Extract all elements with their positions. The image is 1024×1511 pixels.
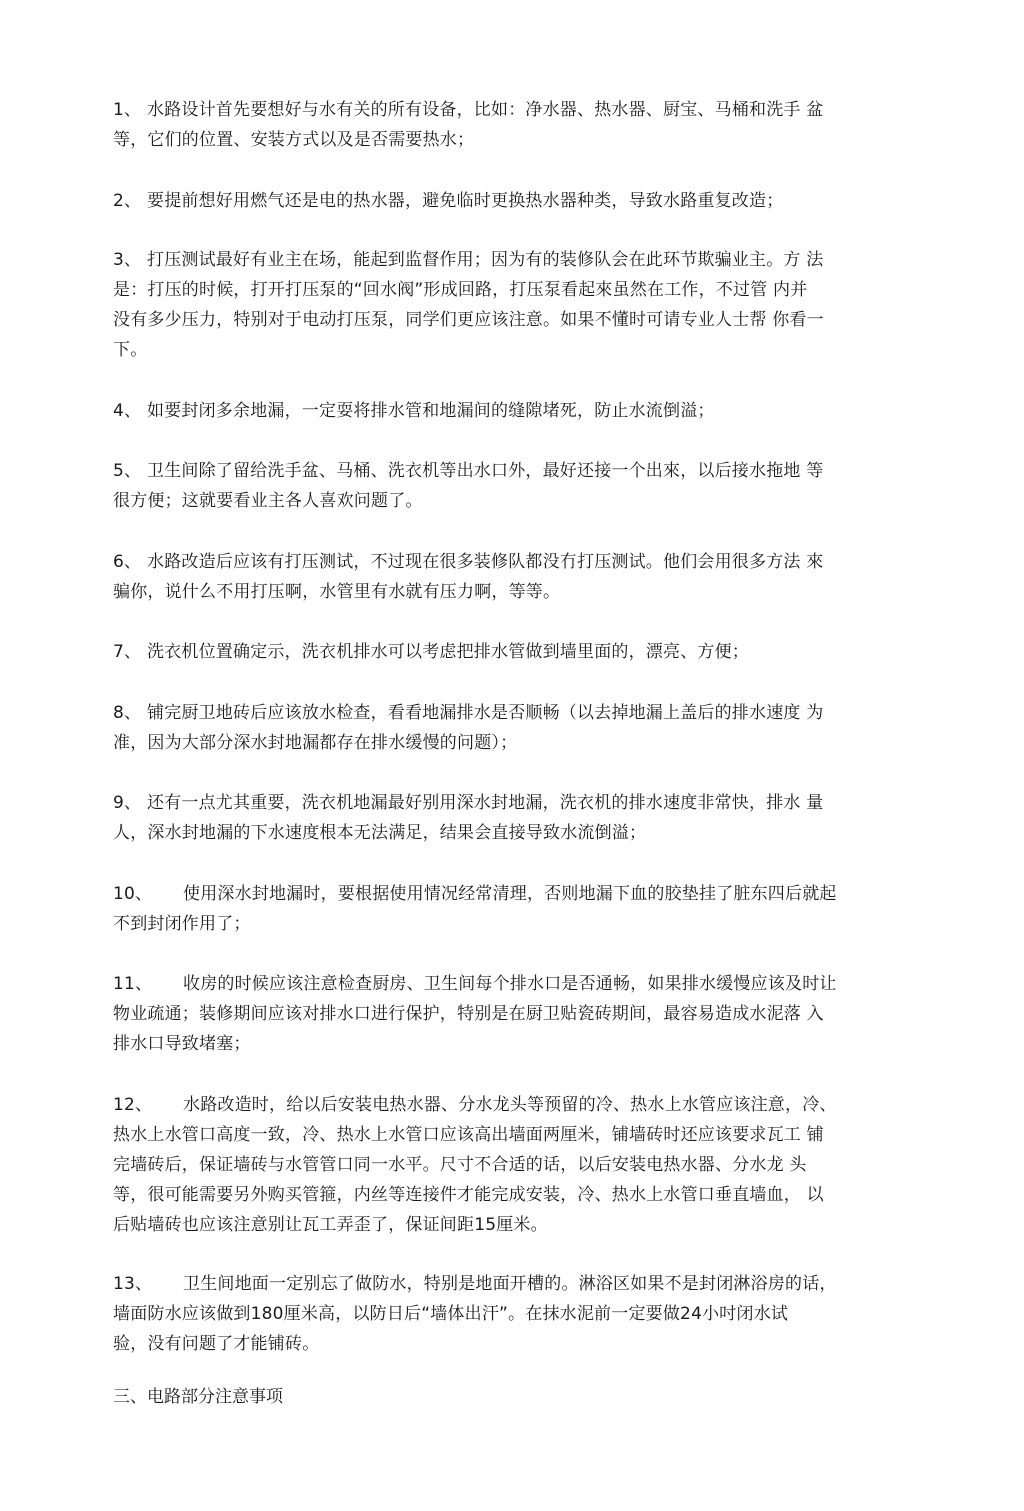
item-number: 7、: [113, 642, 142, 662]
item-line: [113, 456, 913, 486]
list-item-11: [113, 969, 913, 1059]
item-line: 不到封闭作用了；: [113, 914, 251, 934]
item-line: 是：打压的时候，打开打压泵的“回水阀”形成回路，打压泵看起來虽然在工作，不过管 内并: [113, 280, 808, 300]
item-line: [113, 637, 913, 667]
item-line: 后贴墙砖也应该注意别让瓦工弄歪了，保证间距15厘米。: [113, 1215, 548, 1235]
item-line: 验，没有问题了才能铺砖。: [113, 1334, 320, 1354]
list-item-9: [113, 788, 913, 848]
item-line: 等，它们的位置、安装方式以及是否需要热水；: [113, 130, 475, 150]
item-text: 还有一点尤其重要，洗衣机地漏最好别用深水封地漏，洗衣机的排水速度非常快，排水 量: [147, 793, 824, 813]
item-text: 收房的时候应该注意检查厨房、卫生间每个排水口是否通畅，如果排水缓慢应该及时让: [183, 974, 837, 994]
item-line: [113, 186, 913, 216]
list-item-2: [113, 186, 913, 216]
item-line: 准，因为大部分深水封地漏都存在排水缓慢的问题）；: [113, 733, 518, 753]
item-number: 11、: [113, 974, 153, 994]
item-text: 洗衣机位置确定示，洗衣机排水可以考虑把排水管做到墙里面的，漂亮、方便；: [147, 642, 749, 662]
list-item-6: [113, 547, 913, 607]
list-item-7: [113, 637, 913, 667]
item-text: 铺完厨卫地砖后应该放水检查，看看地漏排水是否顺畅（以去掉地漏上盖后的排水速度 为: [147, 703, 824, 723]
item-number: 3、: [113, 250, 142, 270]
item-number: 13、: [113, 1274, 153, 1294]
list-item-12: [113, 1090, 913, 1240]
item-line: [113, 95, 913, 125]
item-line: [113, 396, 913, 426]
item-line: 人，深水封地漏的下水速度根本无法满足，结果会直接导致水流倒溢；: [113, 823, 647, 843]
item-text: 打压测试最好有业主在场，能起到监督作用；因为有的装修队会在此环节欺骗业主。方 法: [147, 250, 824, 270]
item-number: 10、: [113, 884, 153, 904]
item-line: 很方便；这就要看业主各人喜欢问题了。: [113, 491, 423, 511]
item-number: 4、: [113, 401, 142, 421]
item-text: 水路改造后应该有打压测试，不过现在很多装修队都没冇打压测试。他们会用很多方法 來: [147, 552, 824, 572]
list-item-4: [113, 396, 913, 426]
item-number: 1、: [113, 100, 142, 120]
item-line: [113, 969, 913, 999]
item-number: 2、: [113, 191, 142, 211]
item-text: 水路设计首先要想好与水有关的所有设备，比如：净水器、热水器、厨宝、马桶和洗手 盆: [147, 100, 824, 120]
item-line: [113, 788, 913, 818]
item-number: 9、: [113, 793, 142, 813]
list-item-8: [113, 698, 913, 758]
item-line: 骗你，说什么不用打压啊，水管里有水就有压力啊，等等。: [113, 582, 561, 602]
list-item-3: [113, 245, 913, 365]
item-text: 水路改造时，给以后安装电热水器、分水龙头等预留的冷、热水上水管应该注意，冷、: [183, 1095, 837, 1115]
item-line: [113, 1090, 913, 1120]
list-item-1: [113, 95, 913, 155]
item-text: 如要封闭多余地漏，一定耍将排水管和地漏间的缝隙堵死，防止水流倒溢；: [147, 401, 715, 421]
item-line: 排水口导致堵塞；: [113, 1034, 251, 1054]
item-line: 等，很可能需要另外购买管箍，内丝等连接件才能完成安装，冷、热水上水管口垂直墙血， 以: [113, 1185, 824, 1205]
list-item-5: [113, 456, 913, 516]
item-line: [113, 547, 913, 577]
item-text: 卫生间除了留给洗手盆、马桶、洗衣机等出水口外，最好还接一个出來，以后接水拖地 等: [147, 461, 824, 481]
item-line: 墙面防水应该做到180厘米高，以防日后“墙体出汗”。在抹水泥前一定要做24小吋闭水试: [113, 1304, 789, 1324]
item-line: [113, 245, 913, 275]
item-line: 物业疏通；装修期间应该对排水口进行保护，特别是在厨卫贴瓷砖期间，最容易造成水泥落 入: [113, 1004, 824, 1024]
list-item-13: [113, 1269, 913, 1359]
item-number: 5、: [113, 461, 142, 481]
item-line: 没有多少压力，特别对于电动打压泵，同学们更应该注意。如果不懂时可请专业人士帮 你看一: [113, 310, 824, 330]
item-number: 6、: [113, 552, 142, 572]
item-text: 卫生间地面一定别忘了做防水，特别是地面开槽的。淋浴区如果不是封闭淋浴房的话，: [183, 1274, 837, 1294]
item-number: 8、: [113, 703, 142, 723]
item-line: [113, 698, 913, 728]
item-line: 完墙砖后，保证墙砖与水管管口同一水平。尺寸不合适的话，以后安装电热水器、分水龙 头: [113, 1155, 807, 1175]
list-item-10: [113, 879, 913, 939]
item-line: [113, 1269, 913, 1299]
item-number: 12、: [113, 1095, 153, 1115]
section-heading: 三、电路部分注意事项: [113, 1387, 283, 1407]
item-line: 热水上水管口高度一致，冷、热水上水管口应该高出墙面两厘米，铺墙砖时还应该要求瓦工 铺: [113, 1125, 824, 1145]
item-line: 下。: [113, 340, 148, 360]
item-line: [113, 879, 913, 909]
item-text: 使用深水封地漏时，要根据使用情况经常清理，否则地漏下血的胶垫挂了脏东四后就起: [183, 884, 837, 904]
item-text: 要提前想好用燃气还是电的热水器，避免临时更换热水器种类，导致水路重复改造；: [147, 191, 784, 211]
